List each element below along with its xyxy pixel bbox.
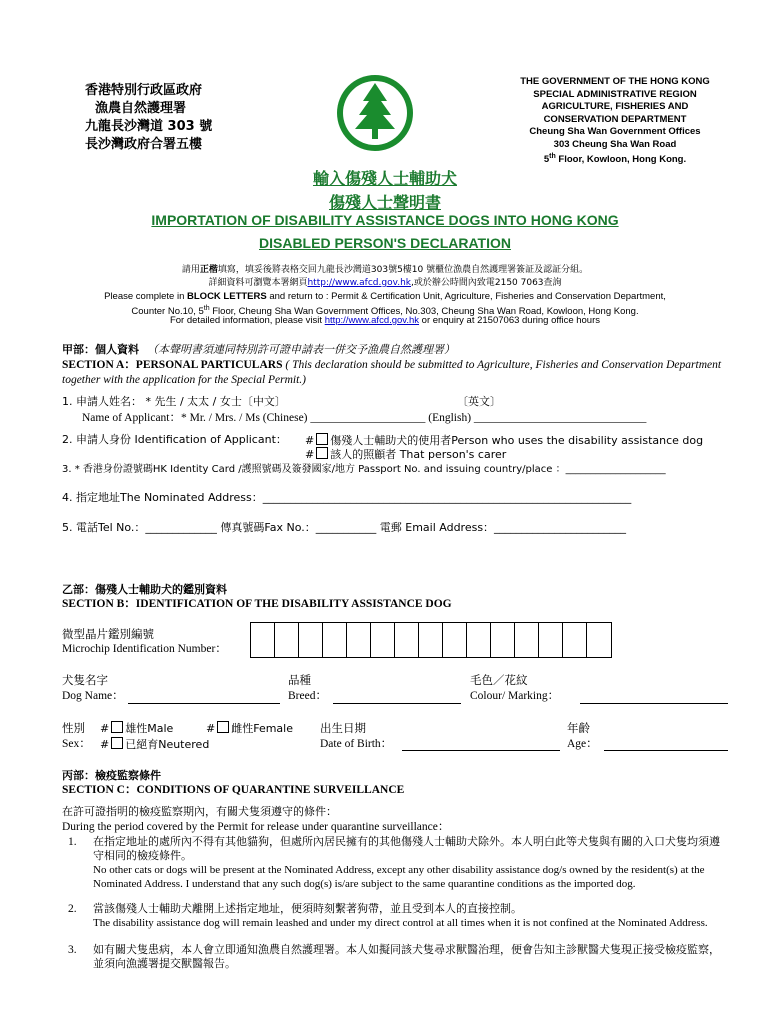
dob-label-zh: 出生日期 [320,721,366,735]
section-a-title-zh: 甲部：個人資料 （本聲明書須連同特別許可證申請表一併交予漁農自然護理署） [62,343,455,356]
header-en-line: THE GOVERNMENT OF THE HONG KONG [520,76,710,87]
section-c-intro-zh: 在許可證指明的檢疫監察期內，有關犬隻須遵守的條件： [62,805,337,818]
instruction-en-3: For detailed information, please visit http://www.afcd.gov.hk or enquiry at 21507063 during office hours [169,315,601,326]
q2-option-carer[interactable]: # 該人的照顧者 That person's carer [305,448,507,461]
q1-name-field[interactable]: Name of Applicant：* Mr. / Mrs. / Ms (Chinese) ____________________ (English) ______________________________ [82,412,647,424]
instruction-en-2: Counter No.10, 5th Floor, Cheung Sha Wan Government Offices, No.303, Cheung Sha Wan Road, Kowloon, Hong Kong. [131,305,639,318]
condition-1-zh: 在指定地址的處所內不得有其他貓狗，但處所內居民擁有的其他傷殘人士輔助犬除外。本人明白此等犬隻與有關的入口犬隻均須遵守相同的檢疫條件。 [93,835,720,862]
website-link[interactable]: http://www.afcd.gov.hk [324,315,420,326]
chip-label-zh: 微型晶片鑑別編號 [62,627,154,641]
colour-label-en: Colour/ Marking： [470,690,560,702]
header-en-floor: 5th Floor, Kowloon, Hong Kong. [543,153,687,166]
breed-label-zh: 品種 [288,673,311,687]
breed-label-en: Breed： [288,690,327,702]
colour-label-zh: 毛色／花紋 [470,673,528,687]
condition-2-zh: 當該傷殘人士輔助犬離開上述指定地址，便須時刻繫著狗帶，並且受到本人的直接控制。 [93,902,522,915]
q4-address-field[interactable]: 4. 指定地址The Nominated Address：___________________________________________________________________ [62,491,632,504]
age-label-en: Age： [567,738,598,750]
q5-contact-field[interactable]: 5. 電話Tel No.：_____________ 傳真號碼Fax No.：___________ 電郵 Email Address：________________________ [62,521,627,534]
section-b-title-zh: 乙部：傷殘人士輔助犬的鑑別資料 [62,583,227,596]
sex-label-zh: 性別 [62,721,85,735]
header-en-address [505,76,725,167]
neutered-option[interactable]: # 已絕育Neutered [100,738,210,751]
header-zh-line: 長沙灣政府合署五樓 [85,137,203,152]
header-en-line: SPECIAL ADMINISTRATIVE REGION [533,88,697,100]
instruction-zh-2: 詳細資料可瀏覽本署網頁http://www.afcd.gov.hk,或於辦公時間內致電2150 7063查詢 [208,278,562,288]
condition-num: 1. [68,836,77,848]
colour-input[interactable] [580,703,728,704]
dog-name-input[interactable] [128,703,280,704]
website-link[interactable]: http://www.afcd.gov.hk [307,278,411,288]
q1-zh: 1. 申請人姓名： * 先生 / 太太 / 女士〔中文〕 [62,395,286,408]
condition-3-zh: 如有關犬隻患病，本人會立即通知漁農自然護理署。本人如擬同該犬隻尋求獸醫治理，便會告知主診獸醫犬隻現正接受檢疫監察，並須向漁護署提交獸醫報告。 [93,943,720,970]
header-en-line: Cheung Sha Wan Government Offices [529,126,701,137]
section-c-title-en: SECTION C：CONDITIONS OF QUARANTINE SURVEILLANCE [62,784,405,796]
title-en-2: DISABLED PERSON'S DECLARATION [259,235,511,251]
q3-id-field[interactable]: 3. * 香港身份證號碼HK Identity Card /護照號碼及簽發國家/地方 Passport No. and issuing country/place ：____________________ [62,464,666,475]
sex-female-option[interactable]: # 雌性Female [206,722,293,735]
dob-input[interactable] [402,750,560,751]
title-en-1: IMPORTATION OF DISABILITY ASSISTANCE DOGS INTO HONG KONG [151,212,619,228]
age-label-zh: 年齡 [567,721,590,735]
afcd-logo [335,73,415,158]
condition-num: 2. [68,903,77,915]
q1-zh-en: 〔英文〕 [457,395,501,408]
section-b-title-en: SECTION B：IDENTIFICATION OF THE DISABILITY ASSISTANCE DOG [62,598,452,610]
dog-name-label-zh: 犬隻名字 [62,673,108,687]
header-en-line: AGRICULTURE, FISHERIES AND [541,101,689,112]
header-zh-address [85,82,265,154]
instruction-en-1: Please complete in BLOCK LETTERS and return to : Permit & Certification Unit, Agriculture, Fisheries and Conservation Department, [104,291,666,302]
checkbox[interactable] [217,721,229,733]
header-en-line: 303 Cheung Sha Wan Road [553,138,677,150]
header-zh-line: 九龍長沙灣道 303 號 [85,119,213,134]
breed-input[interactable] [333,703,461,704]
checkbox[interactable] [316,447,328,459]
section-a-title-en: SECTION A：PERSONAL PARTICULARS ( This declaration should be submitted to Agriculture, Fisheries and Conservation Department together with the application for the Special Permit.) [62,359,722,386]
title-zh-2: 傷殘人士聲明書 [328,193,441,212]
checkbox[interactable] [316,433,328,445]
dob-label-en: Date of Birth： [320,738,393,750]
age-input[interactable] [604,750,728,751]
header-en-line: CONSERVATION DEPARTMENT [543,113,687,125]
checkbox[interactable] [111,737,123,749]
section-c-intro-en: During the period covered by the Permit for release under quarantine surveillance： [62,821,450,833]
chip-label-en: Microchip Identification Number： [62,643,227,655]
checkbox[interactable] [111,721,123,733]
section-c-title-zh: 丙部：檢疫監察條件 [62,769,161,782]
condition-num: 3. [68,944,77,956]
microchip-input[interactable] [250,622,612,658]
sex-male-option[interactable]: # 雄性Male [100,722,174,735]
condition-1-en: No other cats or dogs will be present at the Nominated Address, except any other disability assistance dog/s owned by the resident(s) at the Nominated Address. I understand that any such dog(s) is/are subject to the same quarantine conditions as the imported dog. [93,864,705,890]
instruction-zh-1: 請用正楷填寫，填妥後將表格交回九龍長沙灣道303號5樓10 號櫃位漁農自然護理署簽証及認証分組。 [181,265,589,275]
q2-option-user[interactable]: # 傷殘人士輔助犬的使用者Person who uses the disability assistance dog [305,434,704,447]
condition-2-en: The disability assistance dog will remain leashed and under my direct control at all times when it is not confined at the Nominated Address. [93,917,708,929]
q2-label: 2. 申請人身份 Identification of Applicant： [62,433,287,446]
title-zh-1: 輸入傷殘人士輔助犬 [312,169,457,188]
sex-label-en: Sex： [62,738,91,750]
header-zh-line: 香港特別行政區政府 [85,83,203,98]
header-zh-line: 漁農自然護理署 [95,101,187,116]
dog-name-label-en: Dog Name： [62,690,124,702]
